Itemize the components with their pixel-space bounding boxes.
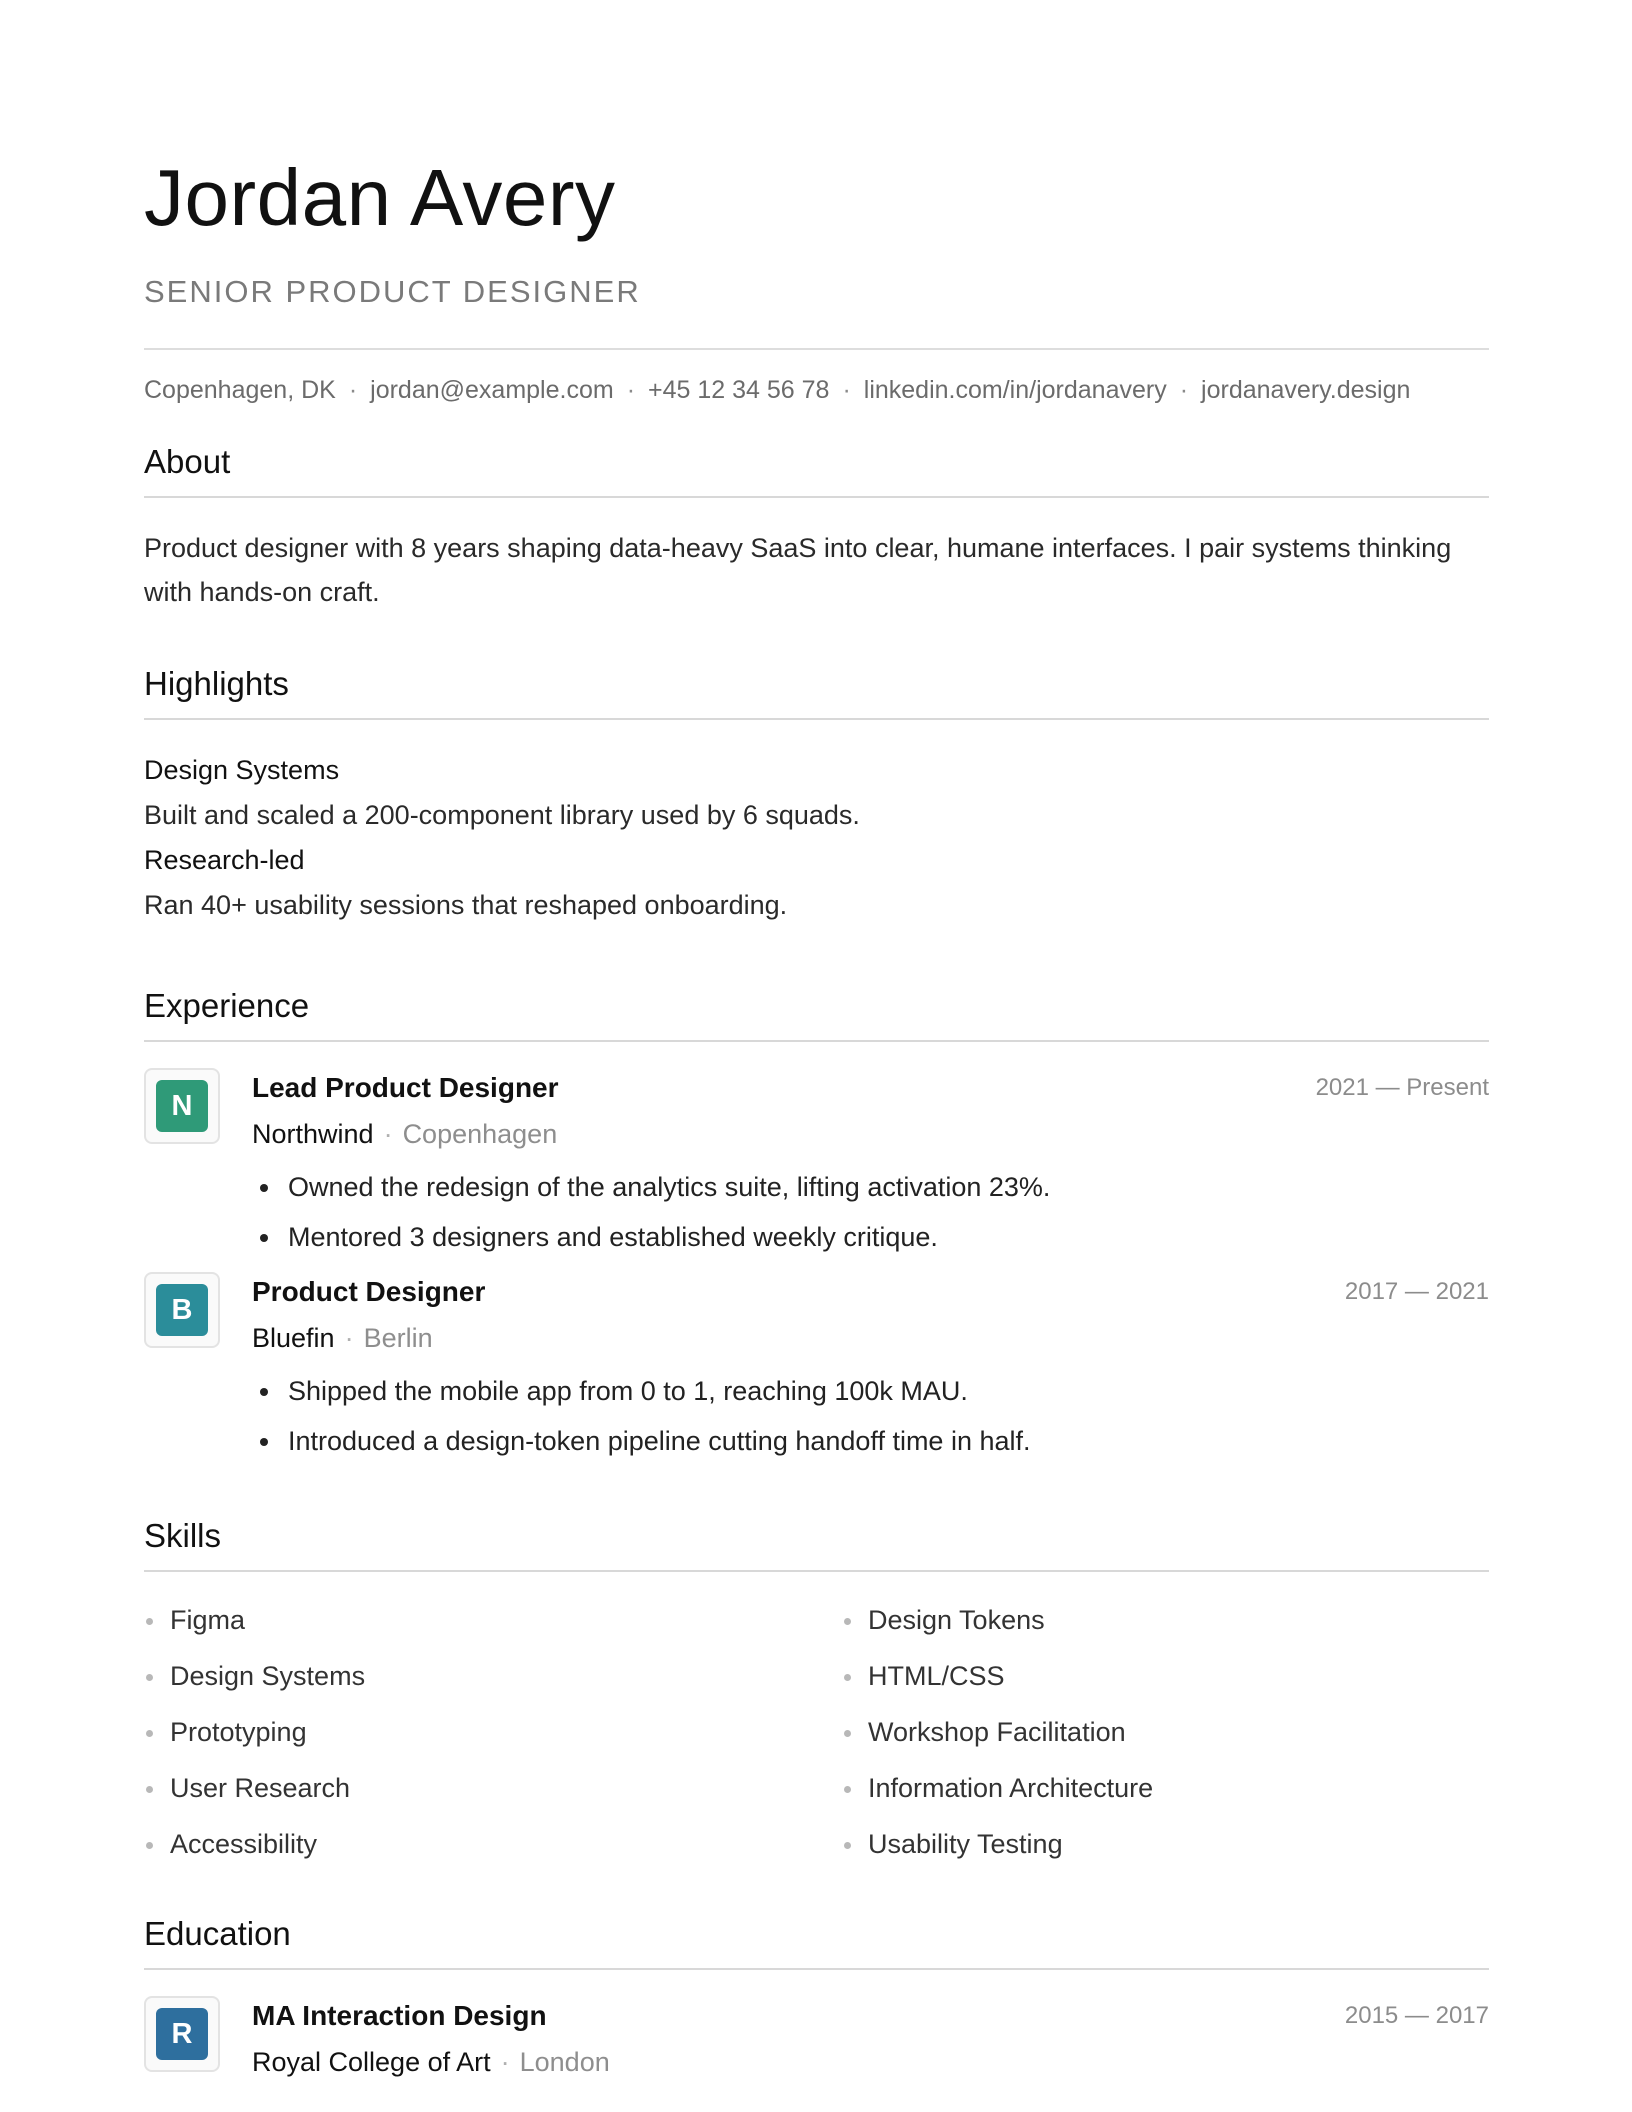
education-section [144,1914,1489,2082]
highlight-description: Built and scaled a 200-component library used by 6 squads. [144,800,860,830]
skill-item: Prototyping [144,1710,842,1754]
candidate-role: SENIOR PRODUCT DESIGNER [144,274,641,309]
header-divider [144,348,1489,350]
company-logo [144,1068,220,1144]
skill-item: Design Systems [144,1654,842,1698]
job-bullet: Introduced a design-token pipeline cutting handoff time in half. [288,1422,1489,1460]
company-location: Copenhagen [402,1119,558,1149]
job-title: Product Designer [252,1276,486,1307]
company-name: Bluefin [252,1323,335,1353]
school-separator: · [500,2047,510,2077]
about-section [144,442,1489,614]
entry-header [252,1272,1489,1314]
company-logo-letter: N [156,1080,208,1132]
school-logo-letter: R [156,2008,208,2060]
skill-item: Usability Testing [842,1822,1442,1866]
school-line [252,2042,1489,2082]
education-heading: Education [144,1914,1489,1970]
skill-item: Workshop Facilitation [842,1710,1442,1754]
company-name: Northwind [252,1119,374,1149]
job-company-line [252,1114,1489,1154]
about-text: Product designer with 8 years shaping data-heavy SaaS into clear, humane interfaces. I pair systems thinking with hands-on craft. [144,533,1452,607]
job-bullets [252,1372,1489,1460]
company-separator: · [383,1119,393,1149]
company-logo [144,1272,220,1348]
experience-entry [144,1272,1489,1460]
contact-email[interactable]: jordan@example.com [370,376,614,404]
highlight-title: Design Systems [144,755,340,785]
skill-item: Design Tokens [842,1598,1442,1642]
contact-phone[interactable]: +45 12 34 56 78 [648,376,830,404]
contact-separator: · [1179,376,1189,404]
highlight-title: Research-led [144,845,305,875]
experience-entry [144,1068,1489,1256]
skills-section [144,1516,1489,1866]
job-bullet: Shipped the mobile app from 0 to 1, reaching 100k MAU. [288,1372,1489,1410]
highlights-section [144,664,1489,928]
entry-header [252,1996,1489,2038]
skill-item: User Research [144,1766,842,1810]
company-location: Berlin [363,1323,433,1353]
company-logo-letter: B [156,1284,208,1336]
experience-section [144,986,1489,1460]
highlights-heading: Highlights [144,664,1489,720]
job-dates: 2017 — 2021 [1344,1278,1489,1305]
highlights-list [144,748,1489,928]
job-bullets [252,1168,1489,1256]
degree-dates: 2015 — 2017 [1344,2002,1489,2029]
contact-separator: · [348,376,358,404]
highlight-description: Ran 40+ usability sessions that reshaped onboarding. [144,890,788,920]
resume-page [144,0,1489,2082]
skill-item: HTML/CSS [842,1654,1442,1698]
job-title: Lead Product Designer [252,1072,559,1103]
school-name: Royal College of Art [252,2047,491,2077]
contact-website[interactable]: jordanavery.design [1201,376,1411,404]
job-company-line [252,1318,1489,1358]
contact-separator: · [626,376,636,404]
contact-location: Copenhagen, DK [144,376,336,404]
contact-line [144,374,1489,406]
contact-separator: · [842,376,851,404]
skills-heading: Skills [144,1516,1489,1572]
skill-item: Figma [144,1598,842,1642]
skill-item: Information Architecture [842,1766,1442,1810]
candidate-name: Jordan Avery [144,153,616,242]
school-logo [144,1996,220,2072]
entry-header [252,1068,1489,1110]
degree-title: MA Interaction Design [252,2000,547,2031]
experience-heading: Experience [144,986,1489,1042]
skills-list [144,1598,1489,1866]
about-heading: About [144,442,1489,498]
job-dates: 2021 — Present [1315,1074,1489,1101]
education-entry [144,1996,1489,2082]
company-separator: · [344,1323,354,1353]
job-bullet: Mentored 3 designers and established weekly critique. [288,1218,1489,1256]
job-bullet: Owned the redesign of the analytics suite, lifting activation 23%. [288,1168,1489,1206]
skill-item: Accessibility [144,1822,842,1866]
school-location: London [519,2047,610,2077]
contact-linkedin[interactable]: linkedin.com/in/jordanavery [863,376,1167,404]
